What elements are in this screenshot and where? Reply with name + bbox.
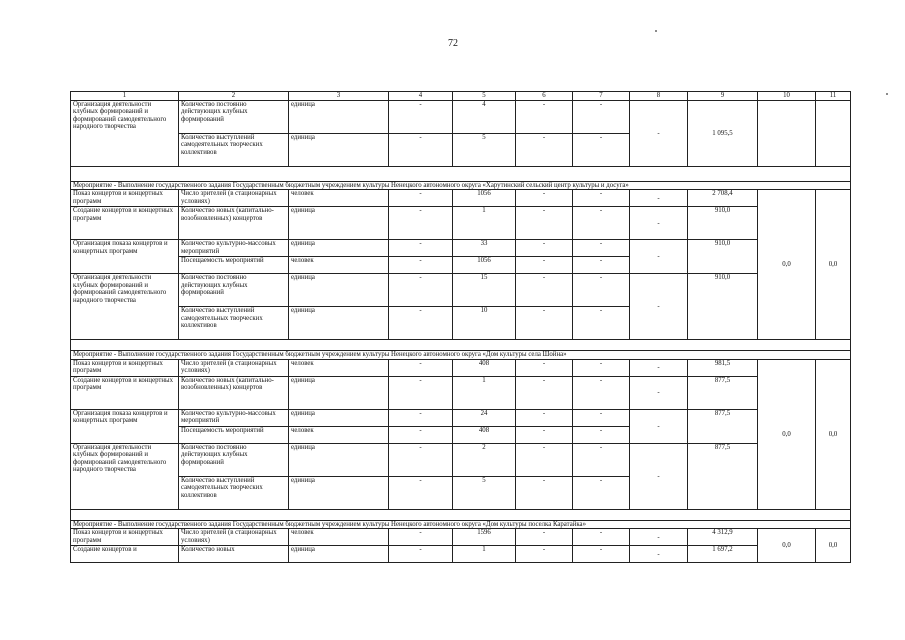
- value-cell: 1: [453, 207, 516, 240]
- value-cell: -: [630, 529, 688, 546]
- value-cell: -: [516, 409, 573, 426]
- value-cell: -: [630, 376, 688, 409]
- indicator-cell: Число зрителей (в стационарных условиях): [179, 529, 289, 546]
- value-cell: -: [516, 307, 573, 340]
- value-cell: -: [630, 240, 688, 274]
- value-cell: -: [389, 307, 453, 340]
- indicator-cell: Посещаемость мероприятий: [179, 426, 289, 443]
- value-cell: -: [516, 134, 573, 167]
- activity-cell: Создание концертов и: [71, 546, 179, 563]
- unit-cell: человек: [289, 529, 389, 546]
- activity-cell: Создание концертов и концертных программ: [71, 376, 179, 409]
- value-cell: 1: [453, 376, 516, 409]
- activity-cell: Организация показа концертов и концертных программ: [71, 409, 179, 443]
- sum-cell: 877,5: [688, 409, 758, 443]
- sum-cell: 1 697,2: [688, 546, 758, 563]
- indicator-cell: Количество постоянно действующих клубных формирований: [179, 274, 289, 307]
- spacer-row: [71, 509, 851, 520]
- total-col11: 0,0: [816, 359, 851, 509]
- unit-cell: человек: [289, 359, 389, 376]
- value-cell: 10: [453, 307, 516, 340]
- column-number: 8: [630, 92, 688, 101]
- table-cell: [816, 101, 851, 167]
- value-cell: -: [389, 426, 453, 443]
- table-row: [71, 274, 851, 307]
- sum-cell: 877,5: [688, 376, 758, 409]
- value-cell: -: [573, 476, 630, 509]
- value-cell: -: [573, 307, 630, 340]
- indicator-cell: Количество выступлений самодеятельных творческих коллективов: [179, 476, 289, 509]
- section-title: Мероприятие - Выполнение государственного задания Государственным бюджетным учреждением культуры Ненецкого автономного округа «Харутинский сельский центр культуры и досуга»: [71, 182, 851, 190]
- value-cell: 5: [453, 476, 516, 509]
- table-cell: [71, 509, 851, 520]
- unit-cell: единица: [289, 307, 389, 340]
- indicator-cell: Количество новых (капитально-возобновленных) концертов: [179, 207, 289, 240]
- value-cell: -: [573, 101, 630, 134]
- scan-speck: [886, 93, 888, 95]
- indicator-cell: Количество выступлений самодеятельных творческих коллективов: [179, 134, 289, 167]
- value-cell: -: [389, 409, 453, 426]
- value-cell: -: [516, 476, 573, 509]
- value-cell: 2: [453, 443, 516, 476]
- value-cell: -: [516, 257, 573, 274]
- value-cell: -: [573, 359, 630, 376]
- value-cell: -: [573, 257, 630, 274]
- table-cell: [758, 101, 816, 167]
- value-cell: 5: [453, 134, 516, 167]
- total-col11: 0,0: [816, 529, 851, 563]
- spacer-row: [71, 340, 851, 351]
- total-col10: 0,0: [758, 359, 816, 509]
- unit-cell: человек: [289, 426, 389, 443]
- value-cell: -: [630, 207, 688, 240]
- indicator-cell: Посещаемость мероприятий: [179, 257, 289, 274]
- section-row: [71, 351, 851, 359]
- activity-cell: Организация деятельности клубных формирований и формирований самодеятельного народного творчества: [71, 443, 179, 509]
- sum-cell: 981,5: [688, 359, 758, 376]
- value-cell: -: [389, 257, 453, 274]
- indicator-cell: Количество культурно-массовых мероприятий: [179, 240, 289, 257]
- value-cell: -: [516, 274, 573, 307]
- value-cell: -: [516, 546, 573, 563]
- table-row: [71, 409, 851, 426]
- value-cell: -: [573, 134, 630, 167]
- unit-cell: единица: [289, 376, 389, 409]
- unit-cell: единица: [289, 274, 389, 307]
- sum-cell: 910,0: [688, 274, 758, 340]
- indicator-cell: Количество постоянно действующих клубных формирований: [179, 443, 289, 476]
- value-cell: -: [516, 190, 573, 207]
- value-cell: -: [389, 546, 453, 563]
- value-cell: -: [389, 101, 453, 134]
- value-cell: -: [573, 240, 630, 257]
- value-cell: -: [573, 274, 630, 307]
- value-cell: -: [573, 207, 630, 240]
- table-row: [71, 359, 851, 376]
- indicator-cell: Число зрителей (в стационарных условиях): [179, 190, 289, 207]
- column-number: 1: [71, 92, 179, 101]
- indicator-cell: Количество выступлений самодеятельных творческих коллективов: [179, 307, 289, 340]
- sum-cell: 2 708,4: [688, 190, 758, 207]
- unit-cell: единица: [289, 240, 389, 257]
- value-cell: 1596: [453, 529, 516, 546]
- indicator-cell: Количество культурно-массовых мероприятий: [179, 409, 289, 426]
- table-cell: [71, 340, 851, 351]
- value-cell: -: [516, 240, 573, 257]
- column-number: 2: [179, 92, 289, 101]
- value-cell: -: [573, 529, 630, 546]
- table-row: [71, 101, 851, 134]
- value-cell: -: [573, 546, 630, 563]
- page-number: 72: [448, 38, 458, 49]
- value-cell: -: [389, 207, 453, 240]
- total-col10: 0,0: [758, 529, 816, 563]
- value-cell: -: [516, 529, 573, 546]
- column-number: 9: [688, 92, 758, 101]
- indicator-cell: Количество новых: [179, 546, 289, 563]
- sum-cell: 4 312,9: [688, 529, 758, 546]
- indicator-cell: Число зрителей (в стационарных условиях): [179, 359, 289, 376]
- value-cell: -: [573, 409, 630, 426]
- column-number: 5: [453, 92, 516, 101]
- table-row: [71, 443, 851, 476]
- unit-cell: единица: [289, 101, 389, 134]
- value-cell: -: [516, 426, 573, 443]
- indicator-cell: Количество новых (капитально-возобновленных) концертов: [179, 376, 289, 409]
- value-cell: -: [389, 376, 453, 409]
- value-cell: -: [516, 359, 573, 376]
- column-number: 11: [816, 92, 851, 101]
- column-number: 7: [573, 92, 630, 101]
- value-cell: 24: [453, 409, 516, 426]
- activity-cell: Организация показа концертов и концертных программ: [71, 240, 179, 274]
- value-cell: -: [389, 240, 453, 257]
- value-cell: -: [630, 190, 688, 207]
- scan-speck: [655, 30, 657, 32]
- value-cell: -: [389, 190, 453, 207]
- value-cell: -: [516, 443, 573, 476]
- value-cell: 1: [453, 546, 516, 563]
- activity-cell: Организация деятельности клубных формирований и формирований самодеятельного народного творчества: [71, 274, 179, 340]
- value-cell: -: [630, 359, 688, 376]
- unit-cell: единица: [289, 409, 389, 426]
- indicator-cell: Количество постоянно действующих клубных формирований: [179, 101, 289, 134]
- total-col11: 0,0: [816, 190, 851, 340]
- table-row: [71, 376, 851, 409]
- header-row: [71, 92, 851, 101]
- section-title: Мероприятие - Выполнение государственного задания Государственным бюджетным учреждением культуры Ненецкого автономного округа «Дом культуры села Шойна»: [71, 351, 851, 359]
- value-cell: -: [516, 376, 573, 409]
- unit-cell: единица: [289, 207, 389, 240]
- unit-cell: человек: [289, 190, 389, 207]
- column-number: 6: [516, 92, 573, 101]
- unit-cell: единица: [289, 134, 389, 167]
- value-cell: 15: [453, 274, 516, 307]
- section-title: Мероприятие - Выполнение государственного задания Государственным бюджетным учреждением культуры Ненецкого автономного округа «Дом культуры поселка Каратайка»: [71, 520, 851, 528]
- sum-cell: 910,0: [688, 207, 758, 240]
- value-cell: 408: [453, 426, 516, 443]
- value-cell: -: [516, 101, 573, 134]
- value-cell: -: [389, 529, 453, 546]
- activity-cell: Показ концертов и концертных программ: [71, 190, 179, 207]
- activity-cell: Показ концертов и концертных программ: [71, 359, 179, 376]
- value-cell: -: [630, 274, 688, 340]
- column-number: 4: [389, 92, 453, 101]
- activity-cell: Показ концертов и концертных программ: [71, 529, 179, 546]
- value-cell: 1056: [453, 190, 516, 207]
- sum-cell: 1 095,5: [688, 101, 758, 167]
- value-cell: -: [630, 409, 688, 443]
- value-cell: 1056: [453, 257, 516, 274]
- activity-cell: Организация деятельности клубных формирований и формирований самодеятельного народного творчества: [71, 101, 179, 167]
- total-col10: 0,0: [758, 190, 816, 340]
- table-row: [71, 529, 851, 546]
- sum-cell: 910,0: [688, 240, 758, 274]
- value-cell: -: [389, 359, 453, 376]
- unit-cell: человек: [289, 257, 389, 274]
- column-number: 3: [289, 92, 389, 101]
- value-cell: -: [389, 134, 453, 167]
- unit-cell: единица: [289, 546, 389, 563]
- section-row: [71, 520, 851, 528]
- program-table: [70, 91, 851, 563]
- value-cell: -: [573, 376, 630, 409]
- activity-cell: Создание концертов и концертных программ: [71, 207, 179, 240]
- value-cell: -: [630, 443, 688, 509]
- unit-cell: единица: [289, 443, 389, 476]
- table-row: [71, 207, 851, 240]
- value-cell: -: [573, 190, 630, 207]
- value-cell: 4: [453, 101, 516, 134]
- value-cell: -: [389, 274, 453, 307]
- value-cell: -: [573, 443, 630, 476]
- unit-cell: единица: [289, 476, 389, 509]
- value-cell: -: [630, 546, 688, 563]
- table-cell: [71, 167, 851, 182]
- table-row: [71, 190, 851, 207]
- value-cell: 408: [453, 359, 516, 376]
- value-cell: -: [630, 101, 688, 167]
- table-row: [71, 240, 851, 257]
- value-cell: -: [573, 426, 630, 443]
- value-cell: -: [389, 443, 453, 476]
- spacer-row: [71, 167, 851, 182]
- table-row: [71, 546, 851, 563]
- column-number: 10: [758, 92, 816, 101]
- sum-cell: 877,5: [688, 443, 758, 509]
- value-cell: -: [389, 476, 453, 509]
- section-row: [71, 182, 851, 190]
- value-cell: -: [516, 207, 573, 240]
- value-cell: 33: [453, 240, 516, 257]
